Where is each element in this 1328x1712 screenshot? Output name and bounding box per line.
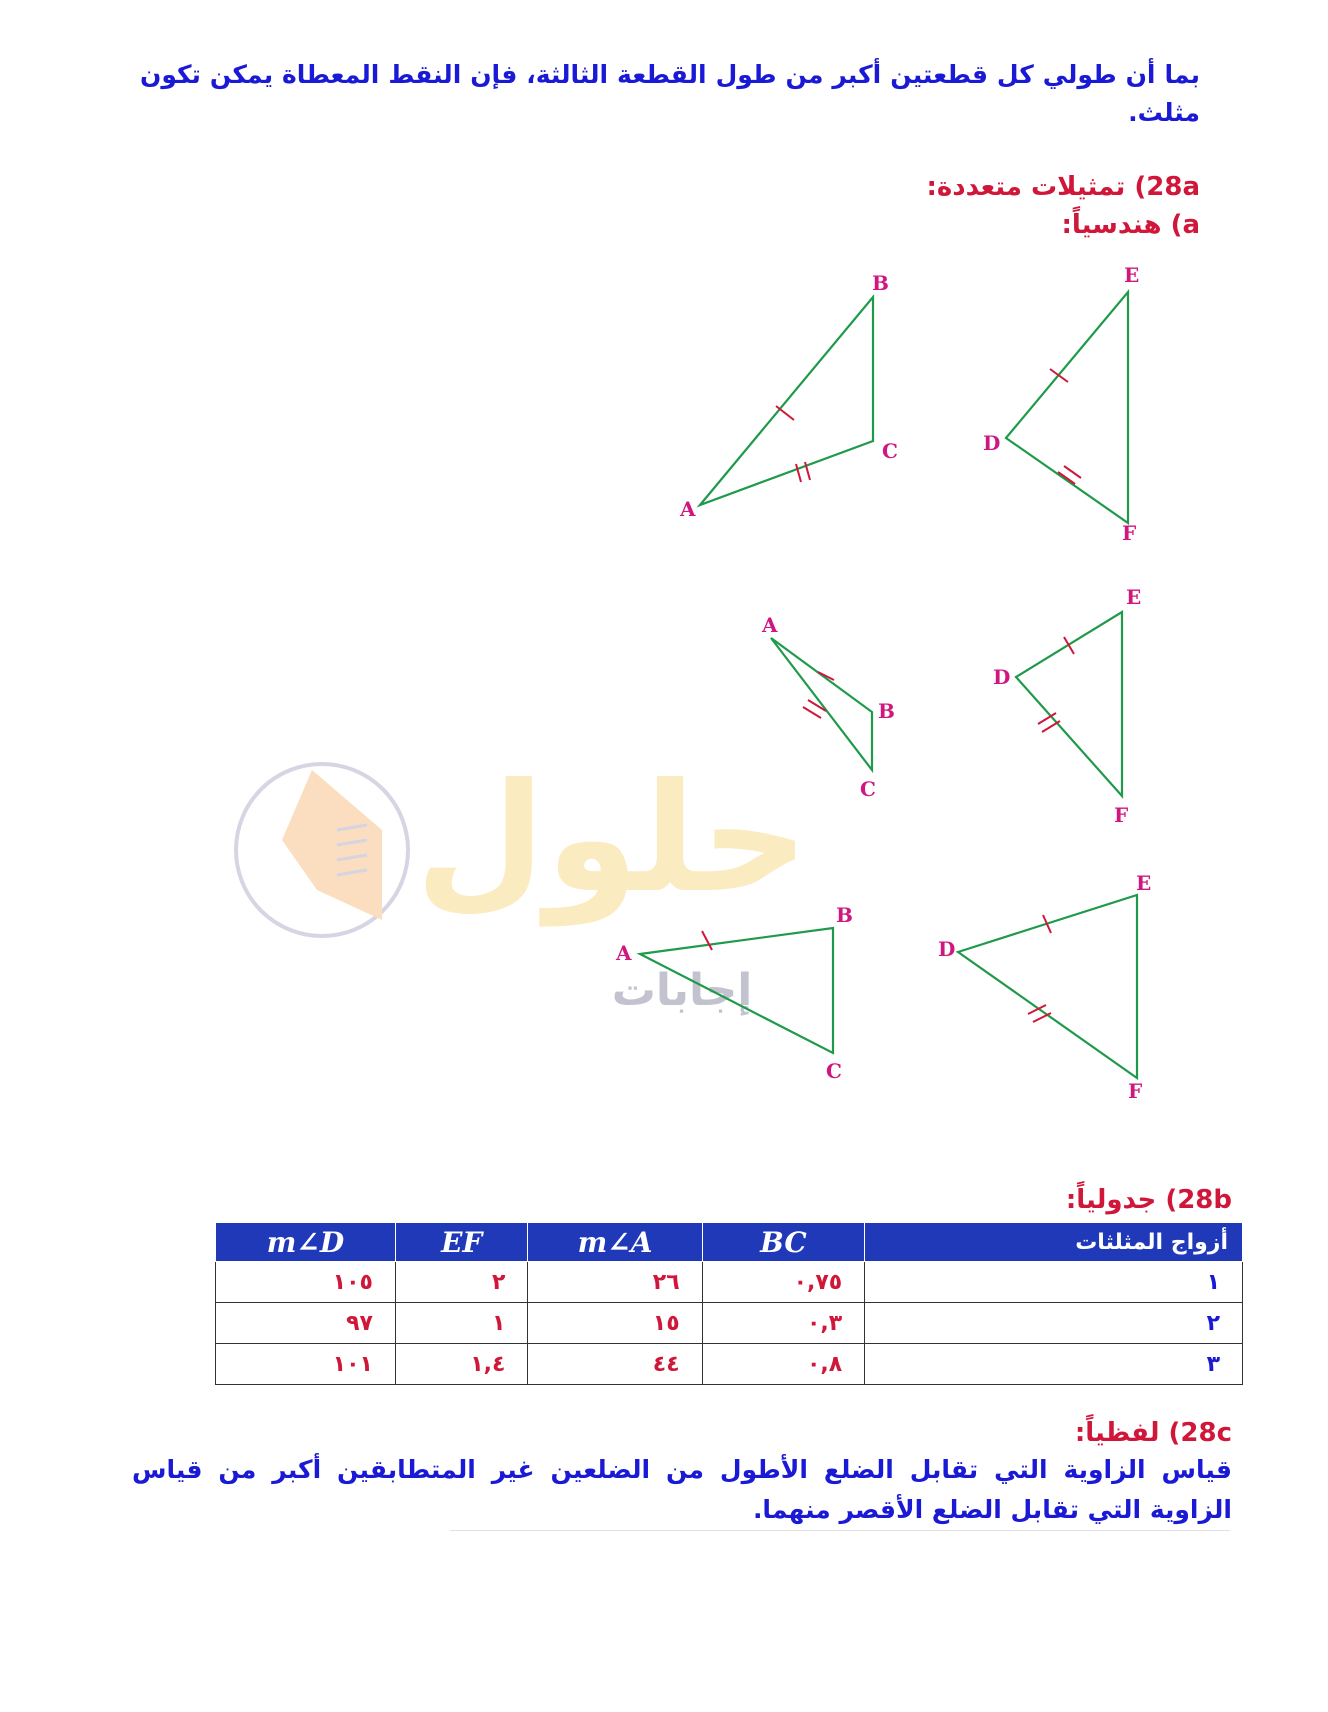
verbal-paragraph: قياس الزاوية التي تقابل الضلع الأطول من الضلعين غير المتطابقين أكبر من قياس الزاوية التي تقابل الضلع الأقصر منهما. bbox=[132, 1455, 1232, 1524]
triangle-def-1 bbox=[1006, 292, 1128, 523]
table-cell: ٠,٧٥ bbox=[702, 1262, 865, 1303]
table-cell: ٢ bbox=[865, 1303, 1243, 1344]
divider bbox=[450, 1530, 1230, 1531]
triangle-abc-2 bbox=[771, 638, 872, 770]
table-cell: ٤٤ bbox=[528, 1344, 702, 1385]
vertex-label-b: B bbox=[836, 903, 853, 927]
table-cell: ١٠١ bbox=[216, 1344, 396, 1385]
table-cell: ١ bbox=[395, 1303, 528, 1344]
vertex-label-d: D bbox=[938, 937, 956, 961]
vertex-label-a: A bbox=[762, 613, 778, 637]
vertex-label-c: C bbox=[882, 439, 898, 463]
table-cell: ٢٦ bbox=[528, 1262, 702, 1303]
subheading-geometric: a) هندسياً: bbox=[1061, 210, 1200, 240]
tick-mark bbox=[1058, 472, 1075, 484]
vertex-label-e: E bbox=[1126, 585, 1142, 609]
heading-28c: 28c) لفظياً: bbox=[1074, 1418, 1232, 1448]
triangle-abc-1 bbox=[700, 297, 873, 505]
triangle-def-3 bbox=[958, 895, 1137, 1078]
table-row bbox=[216, 1262, 1243, 1303]
tick-mark bbox=[796, 464, 801, 482]
table-cell: ١,٤ bbox=[395, 1344, 528, 1385]
vertex-label-d: D bbox=[983, 431, 1001, 455]
vertex-label-a: A bbox=[616, 941, 632, 965]
table-cell: ٢ bbox=[395, 1262, 528, 1303]
watermark-logo-text: حلول bbox=[415, 752, 809, 926]
vertex-label-c: C bbox=[860, 777, 876, 801]
tick-mark bbox=[803, 707, 821, 718]
column-header-angle-a: m∠A bbox=[528, 1223, 702, 1262]
intro-paragraph: بما أن طولي كل قطعتين أكبر من طول القطعة الثالثة، فإن النقط المعطاة يمكن تكون مثلث. bbox=[140, 60, 1200, 127]
watermark-sub-text: إجابات bbox=[611, 965, 753, 1016]
table-row bbox=[216, 1303, 1243, 1344]
table-cell: ٠,٣ bbox=[702, 1303, 865, 1344]
column-header-ef: EF bbox=[395, 1223, 528, 1262]
column-header-angle-d: m∠D bbox=[216, 1223, 396, 1262]
data-table bbox=[215, 1222, 1243, 1385]
table-cell: ١٥ bbox=[528, 1303, 702, 1344]
triangle-abc-3 bbox=[640, 928, 833, 1053]
table-header-row bbox=[216, 1223, 1243, 1262]
vertex-label-f: F bbox=[1128, 1079, 1143, 1103]
vertex-label-f: F bbox=[1114, 803, 1129, 827]
table-cell: ٩٧ bbox=[216, 1303, 396, 1344]
vertex-label-b: B bbox=[878, 699, 895, 723]
vertex-label-f: F bbox=[1122, 521, 1137, 545]
table-cell: ١٠٥ bbox=[216, 1262, 396, 1303]
vertex-label-c: C bbox=[826, 1059, 842, 1083]
table-row bbox=[216, 1344, 1243, 1385]
tick-mark bbox=[1050, 369, 1068, 382]
vertex-label-e: E bbox=[1124, 263, 1140, 287]
table-cell: ١ bbox=[865, 1262, 1243, 1303]
vertex-label-e: E bbox=[1136, 871, 1152, 895]
heading-28a: 28a) تمثيلات متعددة: bbox=[926, 172, 1200, 202]
heading-28b: 28b) جدولياً: bbox=[1065, 1185, 1232, 1215]
tick-mark bbox=[776, 406, 794, 420]
vertex-label-a: A bbox=[680, 497, 696, 521]
table-cell: ٣ bbox=[865, 1344, 1243, 1385]
column-header-pairs: أزواج المثلثات bbox=[865, 1223, 1243, 1262]
triangle-def-2 bbox=[1016, 612, 1122, 796]
column-header-bc: BC bbox=[702, 1223, 865, 1262]
tick-mark bbox=[1064, 466, 1081, 478]
vertex-label-b: B bbox=[872, 271, 889, 295]
tick-mark bbox=[702, 931, 712, 950]
tick-mark bbox=[1033, 1013, 1051, 1022]
vertex-label-d: D bbox=[993, 665, 1011, 689]
tick-mark bbox=[1042, 721, 1060, 732]
table-cell: ٠,٨ bbox=[702, 1344, 865, 1385]
